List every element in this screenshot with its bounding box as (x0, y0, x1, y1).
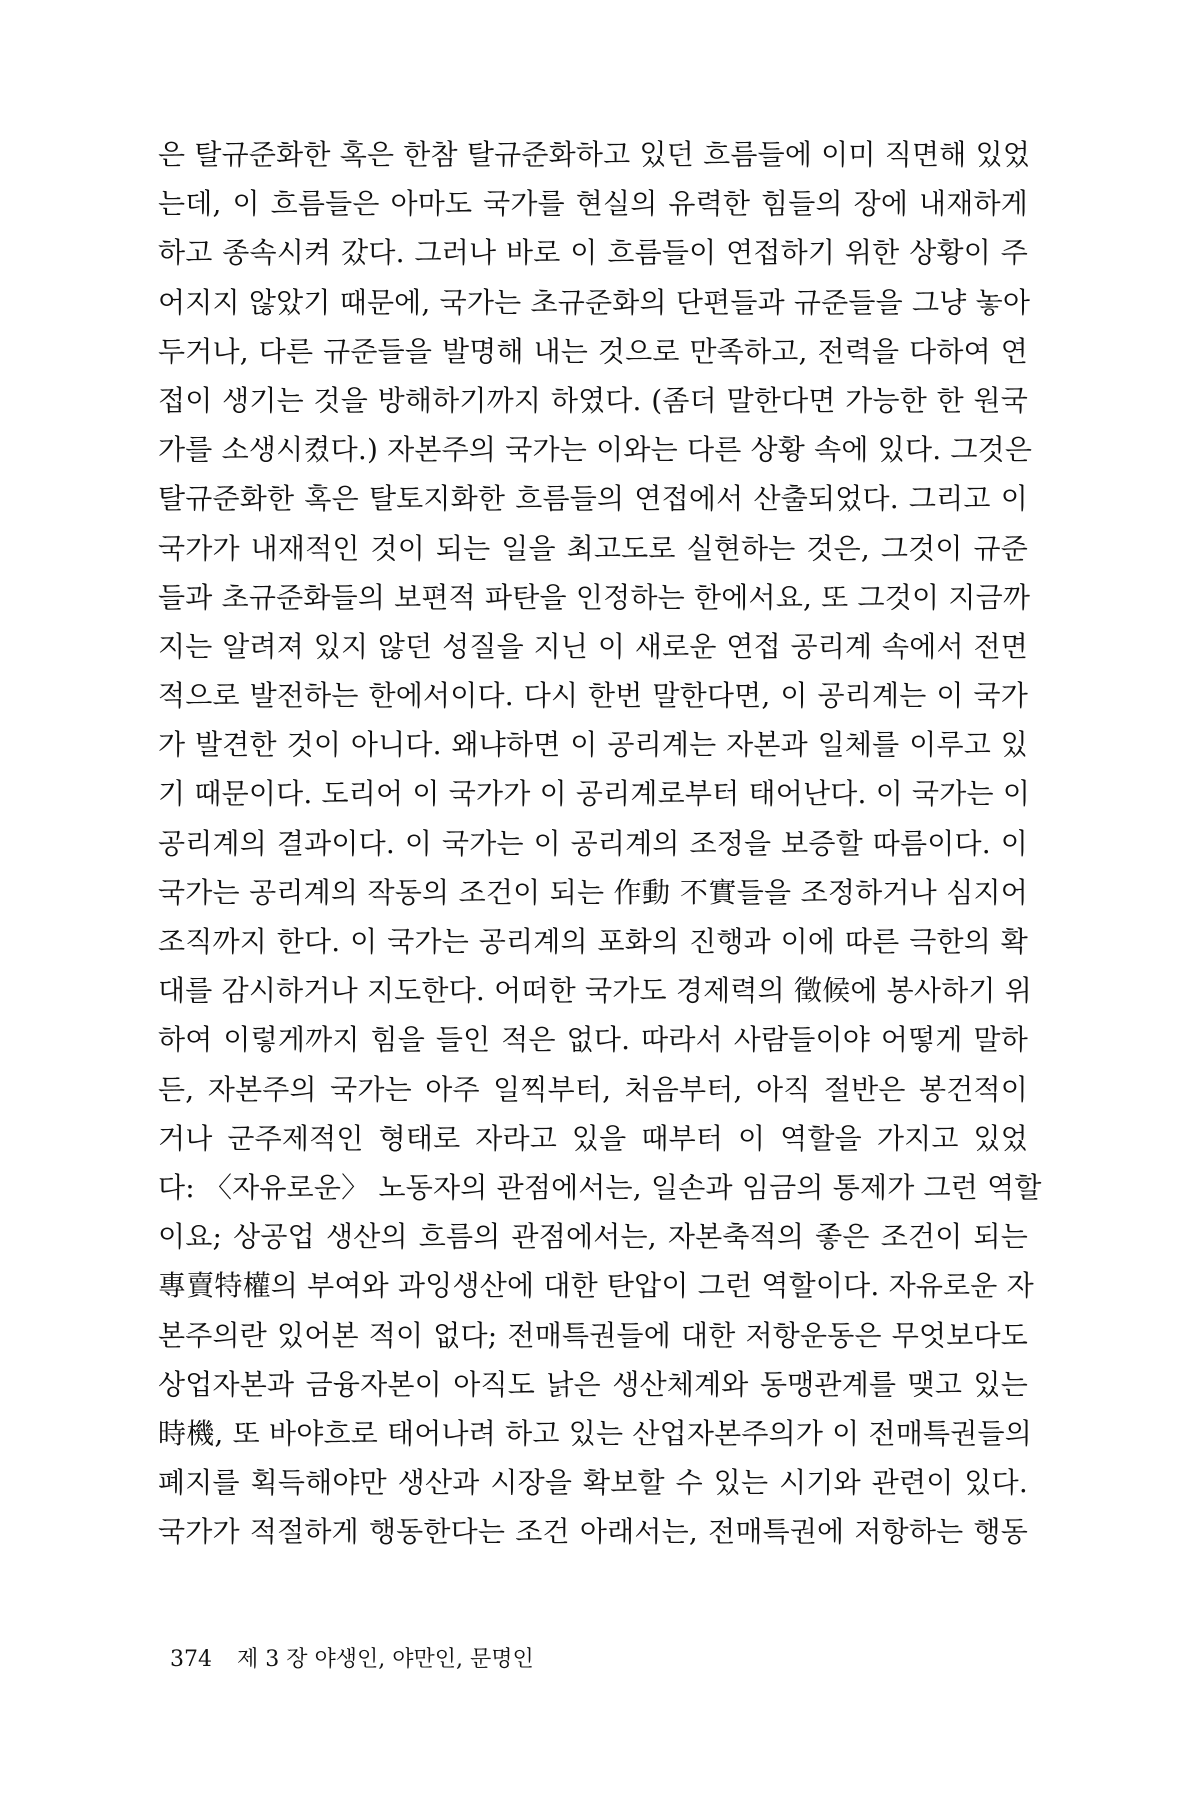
text-line: 두거나, 다른 규준들을 발명해 내는 것으로 만족하고, 전력을 다하여 연 (158, 334, 1028, 368)
text-line: 적으로 발전하는 한에서이다. 다시 한번 말한다면, 이 공리계는 이 국가 (158, 679, 1028, 713)
page-number: 374 (170, 1647, 212, 1672)
text-line: 접이 생기는 것을 방해하기까지 하였다. (좀더 말한다면 가능한 한 원국 (158, 383, 1028, 417)
text-line: 국가는 공리계의 작동의 조건이 되는 作動 不實들을 조정하거나 심지어 (158, 875, 1028, 909)
text-line: 대를 감시하거나 지도한다. 어떠한 국가도 경제력의 徵候에 봉사하기 위 (158, 974, 1033, 1008)
text-line: 다: 〈자유로운〉 노동자의 관점에서는, 일손과 임금의 통제가 그런 역할 (158, 1170, 1042, 1204)
text-line: 가를 소생시켰다.) 자본주의 국가는 이와는 다른 상황 속에 있다. 그것은 (158, 433, 1033, 467)
text-line: 專賣特權의 부여와 과잉생산에 대한 탄압이 그런 역할이다. 자유로운 자 (158, 1269, 1034, 1303)
text-line: 어지지 않았기 때문에, 국가는 초규준화의 단편들과 규준들을 그냥 놓아 (158, 285, 1031, 319)
text-line: 상업자본과 금융자본이 아직도 낡은 생산체계와 동맹관계를 맺고 있는 (158, 1367, 1028, 1401)
text-line: 공리계의 결과이다. 이 국가는 이 공리계의 조정을 보증할 따름이다. 이 (158, 826, 1028, 860)
text-line: 국가가 내재적인 것이 되는 일을 최고도로 실현하는 것은, 그것이 규준 (158, 531, 1028, 565)
text-line: 본주의란 있어본 적이 없다; 전매특권들에 대한 저항운동은 무엇보다도 (158, 1318, 1028, 1352)
text-line: 조직까지 한다. 이 국가는 공리계의 포화의 진행과 이에 따른 극한의 확 (158, 925, 1028, 958)
text-line: 탈규준화한 혹은 탈토지화한 흐름들의 연접에서 산출되었다. 그리고 이 (158, 482, 1028, 516)
text-line: 時機, 또 바야흐로 태어나려 하고 있는 산업자본주의가 이 전매특권들의 (158, 1416, 1033, 1450)
text-line: 하여 이렇게까지 힘을 들인 적은 없다. 따라서 사람들이야 어떻게 말하 (158, 1023, 1028, 1057)
page-footer (170, 1642, 534, 1673)
text-line: 폐지를 획득해야만 생산과 시장을 확보할 수 있는 시기와 관련이 있다. (158, 1466, 1028, 1500)
text-line: 가 발견한 것이 아니다. 왜냐하면 이 공리계는 자본과 일체를 이루고 있 (158, 728, 1028, 762)
text-line: 들과 초규준화들의 보편적 파탄을 인정하는 한에서요, 또 그것이 지금까 (158, 580, 1031, 614)
text-line: 이요; 상공업 생산의 흐름의 관점에서는, 자본축적의 좋은 조건이 되는 (158, 1220, 1028, 1254)
text-line: 기 때문이다. 도리어 이 국가가 이 공리계로부터 태어난다. 이 국가는 이 (158, 777, 1031, 811)
text-line: 는데, 이 흐름들은 아마도 국가를 현실의 유력한 힘들의 장에 내재하게 (158, 187, 1028, 221)
text-line: 은 탈규준화한 혹은 한참 탈규준화하고 있던 흐름들에 이미 직면해 있었 (158, 138, 1031, 171)
text-line: 하고 종속시켜 갔다. 그러나 바로 이 흐름들이 연접하기 위한 상황이 주 (158, 236, 1028, 270)
text-line: 든, 자본주의 국가는 아주 일찍부터, 처음부터, 아직 절반은 봉건적이 (158, 1072, 1028, 1106)
body-text (158, 130, 1042, 1556)
text-line: 거나 군주제적인 형태로 자라고 있을 때부터 이 역할을 가지고 있었 (158, 1121, 1028, 1155)
text-line: 지는 알려져 있지 않던 성질을 지닌 이 새로운 연접 공리계 속에서 전면 (158, 629, 1028, 663)
chapter-title: 제 3 장 야생인, 야만인, 문명인 (237, 1647, 534, 1672)
text-line: 국가가 적절하게 행동한다는 조건 아래서는, 전매특권에 저항하는 행동 (158, 1515, 1028, 1549)
